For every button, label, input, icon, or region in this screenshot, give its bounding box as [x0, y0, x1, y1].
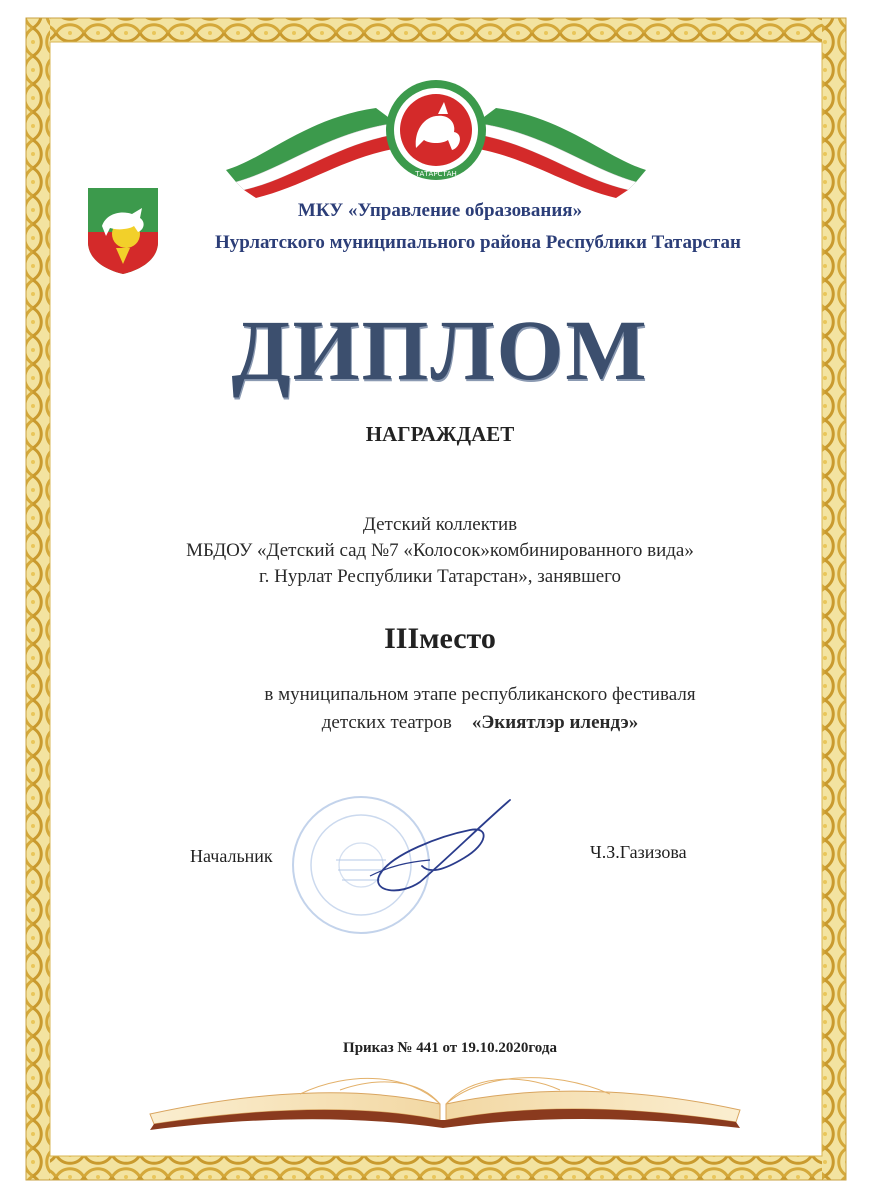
organization-line-2: Нурлатского муниципального района Республики Татарстан: [215, 232, 741, 253]
emblem-caption: ТАТАРСТАН: [415, 170, 457, 178]
tatarstan-emblem-icon: [226, 78, 646, 198]
event-line-2-text: детских театров: [321, 712, 452, 733]
awards-heading: НАГРАЖДАЕТ: [365, 422, 515, 446]
event-line-2: [200, 712, 760, 734]
event-line-1: в муниципальном этапе республиканского фестиваля: [264, 684, 696, 705]
signature-icon: [360, 796, 520, 896]
signer-position: Начальник: [190, 846, 273, 866]
signer-name: Ч.З.Газизова: [590, 842, 687, 862]
organization-line-1: МКУ «Управление образования»: [297, 200, 583, 221]
recipient-line-1: Детский коллектив: [362, 514, 518, 535]
recipient-line-3: г. Нурлат Республики Татарстан», занявшего: [259, 566, 621, 587]
festival-name: «Экиятлэр илендэ»: [471, 712, 639, 733]
place-award: IIIместо: [384, 622, 496, 655]
diploma-title: ДИПЛОМ: [231, 302, 649, 398]
open-book-icon: [140, 1050, 750, 1130]
order-reference: Приказ № 441 от 19.10.2020года: [343, 1040, 557, 1056]
recipient-line-2: МБДОУ «Детский сад №7 «Колосок»комбинированного вида»: [186, 540, 694, 561]
